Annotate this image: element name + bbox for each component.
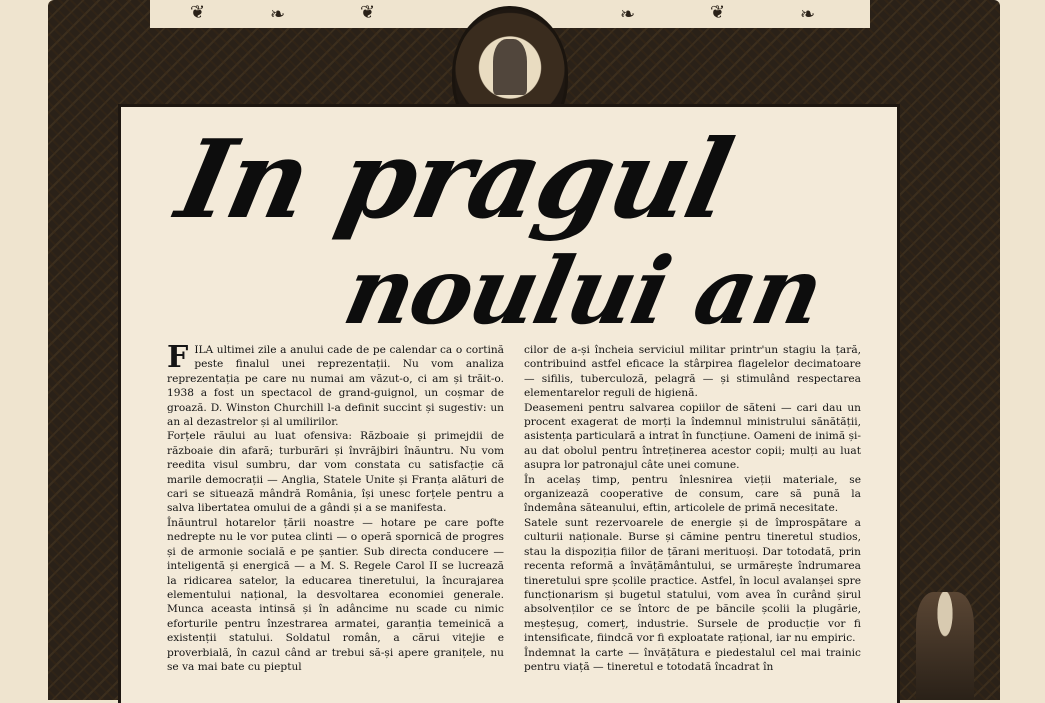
- paragraph: În acelaș timp, pentru înlesnirea vieții materiale, se organizează cooperative de consum, care să pună la îndemâna săteanului, eftin, articolele de primă necesitate.: [524, 473, 861, 515]
- article-column-left: [167, 343, 504, 703]
- article-title-line1: In pragul: [167, 117, 741, 243]
- leaf-ornament-icon: ❦: [360, 2, 376, 23]
- leaf-ornament-icon: ❧: [620, 4, 636, 25]
- paragraph: Îndemnat la carte — învățătura e piedestalul cel mai trainic pentru viață — tineretul e totodată încadrat în: [524, 646, 861, 673]
- paragraph: cilor de a-și încheia serviciul militar printr'un stagiu la țară, contribuind astfel eficace la stârpirea flagelelor decimatoare — sifilis, tuberculoză, pelagră — și stimulând respectarea elementarelor reguli de higienă.: [524, 344, 861, 400]
- paragraph: [167, 343, 504, 429]
- paragraph-text: ILA ultimei zile a anului cade de pe calendar ca o cortină peste finalul unei reprezentații. Nu vom analiza reprezentația pe care nu numai am văzut-o, ci am și trăit-o. 1938 a fost un spectacol de grand-guignol, un coșmar de groază. D. Winston Churchill l-a definit succint și sugestiv: un an al dezastrelor și al umilirilor.: [167, 344, 504, 429]
- leaf-ornament-icon: ❧: [800, 4, 816, 25]
- article-body: [167, 343, 861, 703]
- angel-corner-figure: [916, 592, 974, 700]
- leaf-ornament-icon: ❧: [270, 4, 286, 25]
- leaf-ornament-icon: ❦: [190, 2, 206, 23]
- paragraph: Deasemeni pentru salvarea copiilor de săteni — cari dau un procent exagerat de morți la îndemnul ministrului sănătății, asistența particulară a intrat în funcțiune. Oameni de inimă și-au dat obolul pentru întreținerea acestor copii; mulți au luat asupra lor patronajul câte unei comune.: [524, 401, 861, 472]
- angel-figure-icon: [493, 39, 527, 95]
- paragraph: Satele sunt rezervoarele de energie și de împrospătare a culturii naționale. Burse și cămine pentru tineretul studios, stau la dispoziția fiilor de țărani merituoși. Dar totodată, prin recenta reformă a învățământului, se urmărește îndrumarea tineretului spre școlile practice. Astfel, în locul avalanșei spre funcționarism și bugetul statului, vom avea în curând șirul absolvenților ce se întorc de pe băncile școlii la plugărie, meșteșug, comerț, industrie. Sursele de producție vor fi intensificate, fiindcă vor fi exploatate rațional, iar nu empiric.: [524, 516, 861, 645]
- leaf-ornament-icon: ❦: [710, 2, 726, 23]
- paragraph: Forțele răului au luat ofensiva: Războaie și primejdii de războaie din afară; turburări și învrăjbiri înăuntru. Nu vom reedita visul sumbru, dar vom constata cu satisfacție că marile democrații — Anglia, Statele Unite și Franța alături de cari se situează mândră România, își unesc forțele pentru a salva libertatea omului de a gândi și a se manifesta.: [167, 430, 504, 515]
- article-page: [118, 104, 900, 703]
- article-column-right: [524, 343, 861, 703]
- article-title-line2: noului an: [335, 237, 831, 345]
- drop-cap: F: [167, 343, 189, 375]
- paragraph: Înăuntrul hotarelor țării noastre — hotare pe care pofte nedrepte nu le vor putea clinti — o operă spornică de progres și de armonie socială e pe șantier. Sub directa conducere — inteligentă și energică — a M. S. Regele Carol II se lucrează la ridicarea satelor, la educarea tineretului, la încurajarea elementului național, la desvoltarea economiei generale. Munca aceasta intinsă și în adâncime nu scade cu nimic eforturile pentru înzestrarea armatei, garanția temeinică a existenții statului. Soldatul român, a cărui vitejie e proverbială, în cazul când ar trebui să-și apere granițele, nu se va mai bate cu pieptul: [167, 516, 504, 673]
